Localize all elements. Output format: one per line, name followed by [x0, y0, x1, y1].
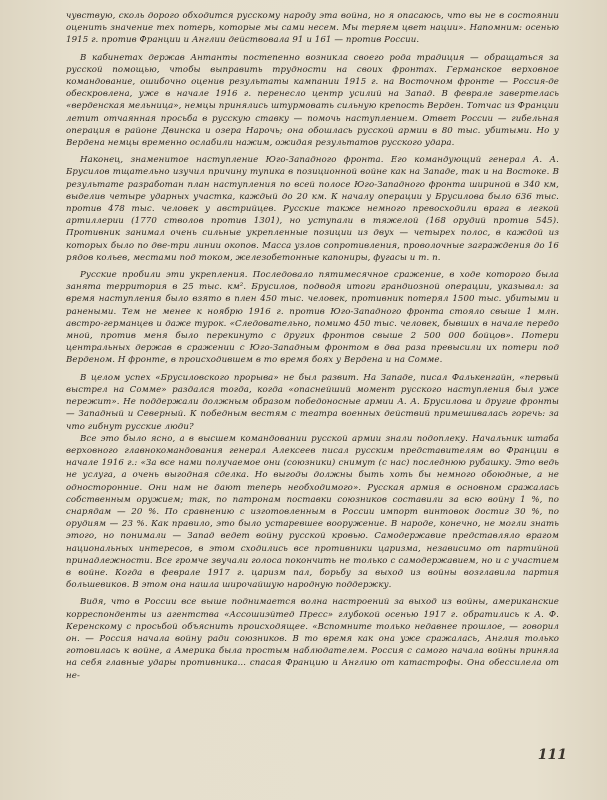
paragraph-1: чувствую, сколь дорого обходится русскому народу эта война, но я опасаюсь, что вы не в состоянии оценить значение тех потерь, которые мы сами несем. Мы теряем цвет нации». Напомним: осенью 1915 г. против Франции и Англии действовала 91 и 161 — против России.	[66, 11, 559, 46]
paragraph-5: В целом успех «Брусиловского прорыва» не был развит. На Западе, писал Фалькенгайн, «первый выстрел на Сомме» раздался тогда, когда «опаснейший момент русского наступления был уже пережит». Не поддержали должным образом победоносные армии А. А. Брусилова и другие фронты — Западный и Северный. К победным вестям с театра военных действий примешивалась горечь: за что гибнут русские люди?	[66, 372, 559, 432]
paragraph-6: Все это было ясно, а в высшем командовании русской армии знали подоплеку. Начальник штаба верховного главнокомандования генерал Алексеев писал русским представителям во Франции в начале 1916 г.: «За все нами получаемое они (союзники) снимут (с нас) последнюю рубашку. Это ведь не услуга, а очень выгодная сделка. Но выгоды должны быть хоть бы немного обоюдные, а не односторонние. Они нам не дают теперь необходимого». Русская армия в основном сражалась собственным оружием; так, по патронам поставки союзников составили за всю войну 1 %, по снарядам — 20 %. По сравнению с изготовленным в России импорт винтовок достиг 30 %, по орудиям — 23 %. Как правило, это было устаревшее вооружение. В народе, конечно, не могли знать этого, но понимали — Запад ведет войну русской кровью. Самодержавие представляло врагом национальных интересов, в этом сходились все противники царизма, независимо от партийной принадлежности. Все громче звучали голоса покончить не только с самодержавием, но и с участием в войне. Когда в феврале 1917 г. царизм пал, борьбу за выход из войны возглавила партия большевиков. В этом она нашла широчайшую народную поддержку.	[66, 433, 559, 591]
paragraph-7: Видя, что в России все выше поднимается волна настроений за выход из войны, американские корреспонденты из агентства «Ассошиэйтед Пресс» глубокой осенью 1917 г. обратились к А. Ф. Керенскому с просьбой объяснить происходящее. «Вспомните только недавнее прошлое, — говорил он. — Россия начала войну ради союзников. В то время как она уже сражалась, Англия только готовилась к войне, а Америка была простым наблюдателем. Россия с самого начала войны приняла на себя главные удары противника... спасая Францию и Англию от катастрофы. Она обессилела от не-	[66, 597, 559, 681]
paragraph-3: Наконец, знаменитое наступление Юго-Западного фронта. Его командующий генерал А. А. Брусилов тщательно изучил причину тупика в позиционной войне как на Западе, так и на Востоке. В результате разработан план наступления по всей полосе Юго-Западного фронта шириной в 340 км, выделив четыре ударных участка, каждый до 20 км. К началу операции у Брусилова было 636 тыс. против 478 тыс. человек у австрийцев. Русские также немного превосходили врага в легкой артиллерии (1770 стволов против 1301), но уступали в тяжелой (168 орудий против 545). Противник занимал очень сильные укрепленные позиции из двух — четырех полос, в каждой из которых было по две-три линии окопов. Масса узлов сопротивления, проволочные заграждения до 16 рядов кольев, местами под током, железобетонные капониры, фугасы и т. п.	[66, 155, 559, 263]
paragraph-4: Русские пробили эти укрепления. Последовало пятимесячное сражение, в ходе которого была занята территория в 25 тыс. км². Брусилов, подводя итоги грандиозной операции, указывал: за время наступления было взято в плен 450 тыс. человек, противник потерял 1500 тыс. убитыми и ранеными. Тем не менее к ноябрю 1916 г. против Юго-Западного фронта стояло свыше 1 млн. австро-германцев и даже турок. «Следовательно, помимо 450 тыс. человек, бывших в начале передо мной, против меня было перекинуто с других фронтов свыше 2 500 000 бойцов». Потери центральных держав в сражении с Юго-Западным фронтом в два раза превысили их потери под Верденом. Н фронте, в происходившем в то время боях у Вердена и на Сомме.	[66, 270, 559, 366]
paragraph-2: В кабинетах держав Антанты постепенно возникла своего рода традиция — обращаться за русской помощью, чтобы выправить трудности на своих фронтах. Германское верховное командование, ошибочно оценив результаты кампании 1915 г. на Восточном фронте — Россия-де обескровлена, уже в начале 1916 г. перенесло центр усилий на Запад. В феврале завертелась «верденская мельница», немцы принялись штурмовать сильную крепость Верден. Тотчас из Франции летит отчаянная просьба в русскую ставку — помочь наступлением. Ответ России — гибельная операция в районе Двинска и озера Нарочь; она обошлась русской армии в 80 тыс. убитыми. Но у Вердена немцы временно ослабили нажим, ожидая результатов русского удара.	[66, 52, 559, 149]
page-number: 111	[537, 747, 567, 763]
